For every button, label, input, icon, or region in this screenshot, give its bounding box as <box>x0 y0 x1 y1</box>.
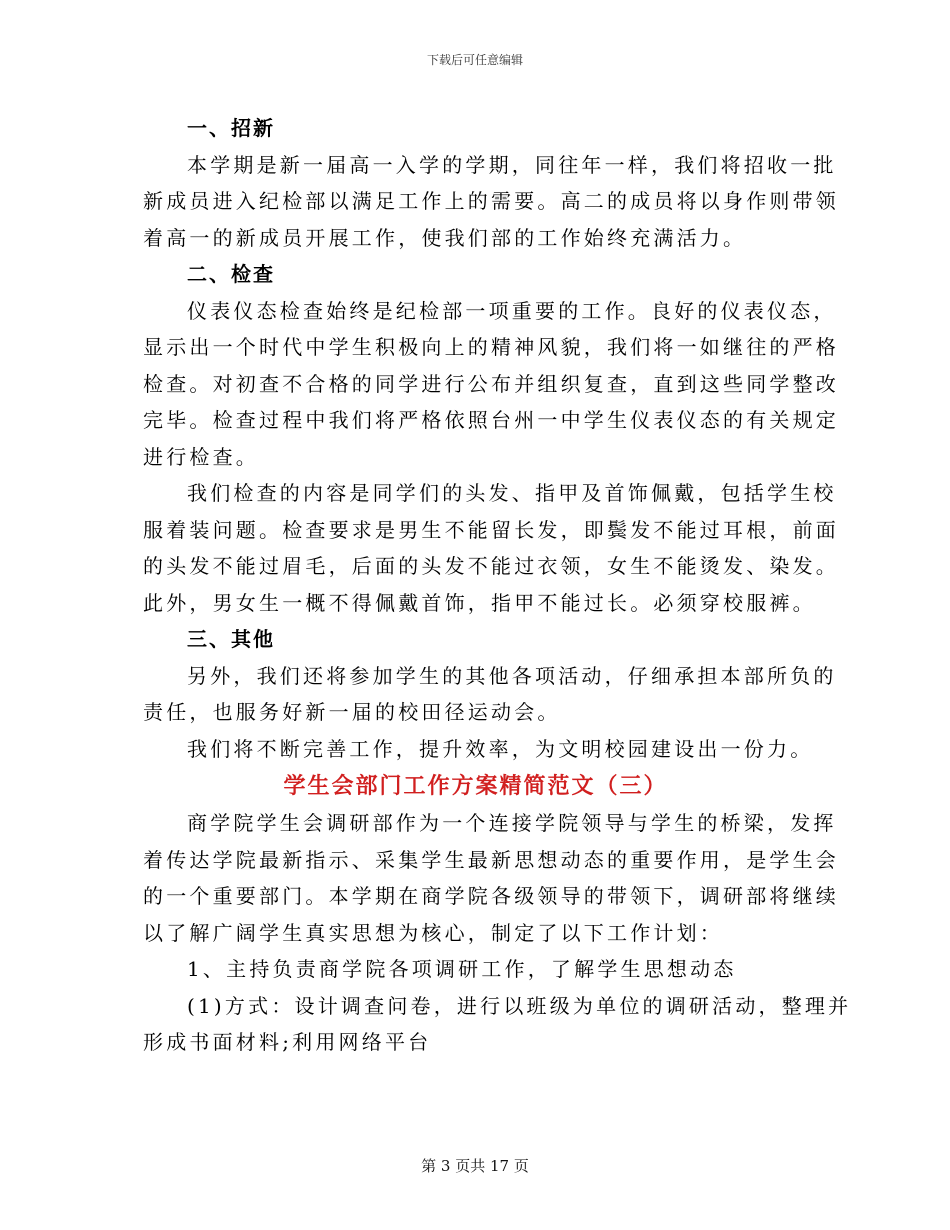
section-heading-other: 三、其他 <box>187 627 275 651</box>
paragraph-line: 仪表仪态检查始终是纪检部一项重要的工作。良好的仪表仪态， <box>187 298 837 323</box>
paragraph-line: 我们将不断完善工作，提升效率，为文明校园建设出一份力。 <box>187 736 814 761</box>
paragraph-line: 我们检查的内容是同学们的头发、指甲及首饰佩戴，包括学生校 <box>187 481 837 505</box>
paragraph-line: 检查。对初查不合格的同学进行公布并组织复查，直到这些同学整改 <box>143 371 839 396</box>
paragraph-line: 新成员进入纪检部以满足工作上的需要。高二的成员将以身作则带领 <box>143 189 839 213</box>
page-header: 下载后可任意编辑 <box>426 53 523 67</box>
paragraph-line: 商学院学生会调研部作为一个连接学院领导与学生的桥梁，发挥 <box>187 811 837 835</box>
section-heading-recruit: 一、招新 <box>187 116 275 140</box>
list-item: 1、主持负责商学院各项调研工作，了解学生思想动态 <box>187 957 737 981</box>
paragraph-line: 以了解广阔学生真实思想为核心，制定了以下工作计划： <box>143 920 723 945</box>
paragraph-line: 责任，也服务好新一届的校田径运动会。 <box>143 700 561 724</box>
paragraph-line: 的一个重要部门。本学期在商学院各级领导的带领下，调研部将继续 <box>143 884 839 908</box>
paragraph-line: 进行检查。 <box>143 444 259 469</box>
page-footer: 第 3 页共 17 页 <box>421 1157 529 1175</box>
paragraph-line: 的头发不能过眉毛，后面的头发不能过衣领，女生不能烫发、染发。 <box>143 554 839 578</box>
paragraph-line: 显示出一个时代中学生积极向上的精神风貌，我们将一如继往的严格 <box>143 335 839 359</box>
paragraph-line: 着传达学院最新指示、采集学生最新思想动态的重要作用，是学生会 <box>143 847 839 872</box>
paragraph-line: 此外，男女生一概不得佩戴首饰，指甲不能过长。必须穿校服裤。 <box>143 590 816 615</box>
paragraph-line: 服着装问题。检查要求是男生不能留长发，即鬓发不能过耳根，前面 <box>143 517 839 542</box>
paragraph-line: 形成书面材料;利用网络平台 <box>143 1030 432 1054</box>
paragraph-line: 另外，我们还将参加学生的其他各项活动，仔细承担本部所负的 <box>187 663 837 688</box>
paragraph-line: 着高一的新成员开展工作，使我们部的工作始终充满活力。 <box>143 225 747 250</box>
list-item: (1)方式：设计调查问卷，进行以班级为单位的调研活动，整理并 <box>187 993 852 1018</box>
document-body <box>143 110 852 1061</box>
section-heading-inspection: 二、检查 <box>187 262 275 286</box>
paragraph-line: 完毕。检查过程中我们将严格依照台州一中学生仪表仪态的有关规定 <box>143 408 839 432</box>
paragraph-line: 本学期是新一届高一入学的学期，同往年一样，我们将招收一批 <box>187 152 837 177</box>
document-title: 学生会部门工作方案精简范文（三） <box>283 773 668 799</box>
